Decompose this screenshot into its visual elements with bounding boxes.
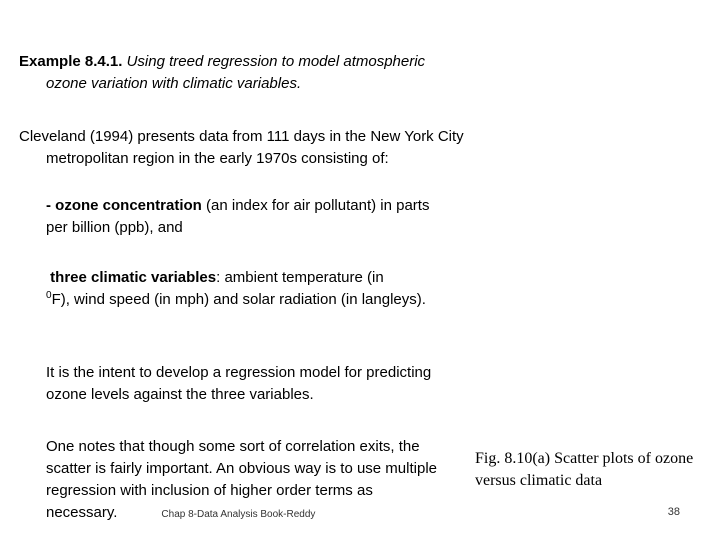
climatic-bullet [46,267,446,311]
footer-source: Chap 8-Data Analysis Book-Reddy [161,509,316,520]
example-title: Using treed regression to model atmospheric ozone variation with climatic variables. [46,53,426,92]
example-heading [19,51,466,95]
notes-paragraph [46,436,446,526]
degree-superscript: 0 [46,290,52,301]
notes-text: One notes that though some sort of correlation exits, the scatter is fairly important. An obvious way is to use multiple regression with inclusion of higher order terms as necessary. [46,438,437,521]
figure-caption: Fig. 8.10(a) Scatter plots of ozone versus climatic data [475,450,694,489]
climatic-bullet-text-a: : ambient temperature (in [216,269,384,286]
ozone-bullet-prefix: - ozone concentration [46,197,202,214]
climatic-bullet-text-b: F), wind speed (in mph) and solar radiation (in langleys). [51,291,426,308]
ozone-bullet [46,195,446,239]
ozone-bullet-text: (an index for air pollutant) in parts per billion (ppb), and [46,197,430,236]
example-label: Example 8.4.1. [19,53,123,70]
intent-paragraph: It is the intent to develop a regression model for predicting ozone levels against the three variables. [46,364,432,403]
intro-paragraph: Cleveland (1994) presents data from 111 days in the New York City metropolitan region in the early 1970s consisting of: [19,128,464,167]
climatic-bullet-prefix: three climatic variables [50,269,217,286]
page-number: 38 [667,506,680,518]
